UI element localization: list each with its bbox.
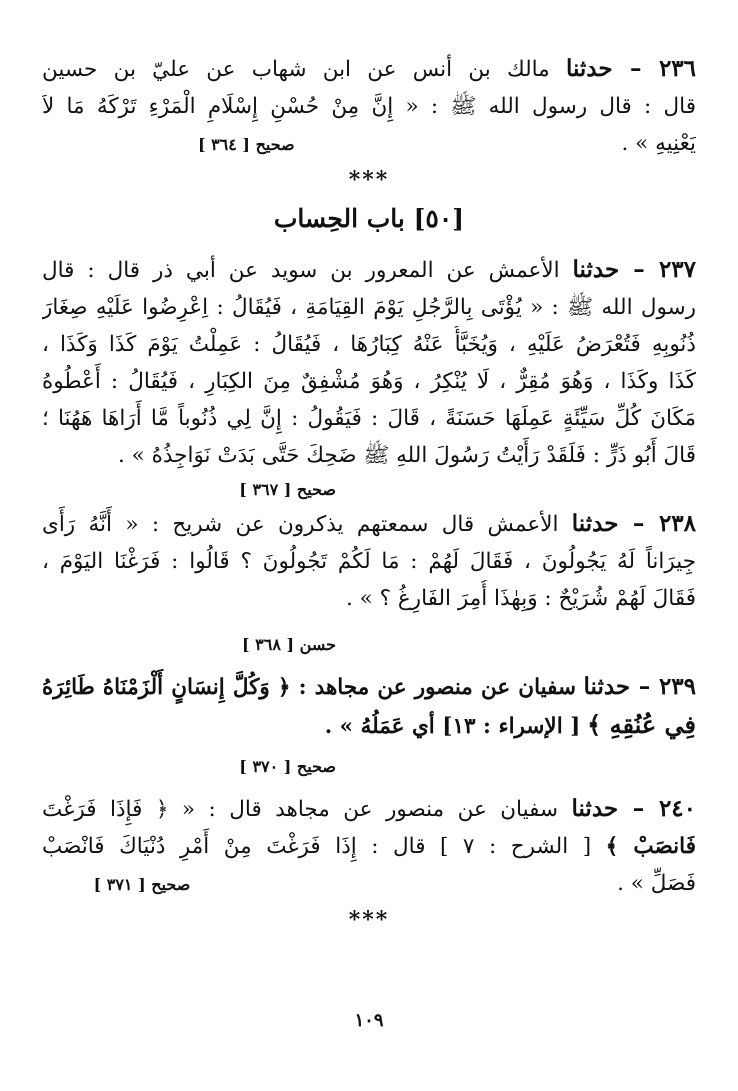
hadith-number: ٢٣٧ – حدثنا bbox=[572, 256, 696, 283]
hadith-line: رسول الله ﷺ : « يُؤْتَى بِالرَّجُلِ يَوْمَ القِيَامَةِ ، فَيُقَالُ : اِعْرِضُوا عَلَيْهِ صِغَارَ bbox=[42, 295, 696, 320]
hadith-text: فَصَلِّ » . bbox=[617, 871, 696, 896]
hadith-line bbox=[42, 790, 696, 828]
quran-text: فَانصَبْ ﴾ bbox=[605, 834, 696, 859]
hadith-239 bbox=[42, 668, 696, 776]
hadith-number: ٢٣٩ – حدثنا bbox=[583, 673, 696, 700]
hadith-236 bbox=[42, 50, 696, 163]
grade-label: صحيح [ ٣٧٠ ] bbox=[239, 757, 336, 776]
hadith-238 bbox=[42, 505, 696, 654]
chapter-heading: [٥٠] باب الحِساب bbox=[273, 204, 465, 233]
grade-label: صحيح [ ٣٦٤ ] bbox=[197, 135, 295, 154]
section-separator: *** bbox=[348, 907, 390, 933]
quran-text: فِي عُنُقِهِ ﴾ bbox=[587, 710, 696, 739]
hadith-line bbox=[42, 50, 696, 88]
hadith-number: ٢٤٠ – حدثنا bbox=[571, 795, 696, 822]
hadith-text: يَعْنِيهِ » . bbox=[621, 131, 696, 156]
hadith-line: ذُنُوبِهِ فَتُعْرَضُ عَلَيْهِ ، وَيُخَبَّأُ عَنْهُ كِبَارُهَا ، فَيُقَالُ : عَمِلْتُ يَوْمَ كَذَا وَكَذَا ، bbox=[42, 332, 696, 357]
hadith-text: سفيان عن منصور عن مجاهد : ﴿ وَكُلَّ إِنسَانٍ أَلْزَمْنَاهُ طَائِرَهُ bbox=[42, 675, 577, 700]
hadith-number: ٢٣٨ – حدثنا bbox=[571, 510, 696, 537]
hadith-line bbox=[42, 706, 696, 745]
grade-label: صحيح [ ٣٦٧ ] bbox=[239, 480, 336, 499]
hadith-line: كَذَا وكَذَا ، وَهُوَ مُقِرٌّ ، لَا يُنْكِرُ ، وَهُوَ مُشْفِقٌ مِنَ الكِبَارِ ، فَيُقَالُ : أَعْطُوهُ bbox=[42, 369, 696, 394]
grade-label: صحيح [ ٣٧١ ] bbox=[93, 875, 191, 894]
hadith-line: جِيرَاناً لَهُ يَجُولُونَ ، فَقَالَ لَهُمْ : مَا لَكُمْ تَجُولُونَ ؟ قَالُوا : فَرَغْنَا اليَوْمَ ، bbox=[42, 549, 696, 574]
hadith-240 bbox=[42, 790, 696, 903]
hadith-text: الأعمش عن المعرور بن سويد عن أبي ذر قال : قال bbox=[42, 258, 560, 283]
hadith-text: [ الإسراء : ١٣] أي عَمَلُهُ » . bbox=[324, 714, 581, 739]
hadith-237 bbox=[42, 251, 696, 499]
grade-label: حسن [ ٣٦٨ ] bbox=[242, 635, 336, 654]
page-number: ١٠٩ bbox=[354, 1010, 384, 1031]
hadith-line bbox=[42, 251, 696, 289]
hadith-line bbox=[42, 865, 696, 903]
section-separator: *** bbox=[348, 167, 390, 193]
hadith-line bbox=[42, 125, 696, 163]
hadith-number: ٢٣٦ – حدثنا bbox=[565, 55, 696, 82]
hadith-line bbox=[42, 668, 696, 706]
hadith-text: مالك بن أنس عن ابن شهاب عن عليّ بن حسين bbox=[42, 57, 550, 82]
hadith-text: سفيان عن منصور عن مجاهد قال : « ﴿ فَإِذَا فَرَغْتَ bbox=[42, 797, 558, 822]
hadith-line bbox=[42, 505, 696, 543]
hadith-line: فَقَالَ لَهُمْ شُرَيْحٌ : وَبِهٰذَا أُمِرَ الفَارِغُ ؟ » . bbox=[345, 586, 696, 611]
hadith-text: [ الشرح : ٧ ] قال : إِذَا فَرَغْتَ مِنْ أَمْرِ دُنْيَاكَ فَانْصَبْ bbox=[42, 834, 592, 859]
hadith-line: مَكَانَ كُلِّ سَيِّئَةٍ عَمِلَهَا حَسَنَةً ، قَالَ : فَيَقُولُ : إِنَّ لِي ذُنُوباً مَّا أَرَاهَا هَهُنَا ؛ bbox=[42, 406, 696, 431]
hadith-line: قال : قال رسول الله ﷺ : « إِنَّ مِنْ حُسْنِ إِسْلَامِ الْمَرْءِ تَرْكَهُ مَا لاَ bbox=[42, 94, 696, 119]
hadith-line: قَالَ أَبُو ذَرٍّ : فَلَقَدْ رَأَيْتُ رَسُولَ اللهِ ﷺ ضَحِكَ حَتَّى بَدَتْ نَوَاجِذُهُ » . bbox=[117, 443, 696, 468]
hadith-text: الأعمش قال سمعتهم يذكرون عن شريح : « أَنَّهُ رَأَى bbox=[42, 512, 559, 537]
hadith-line bbox=[42, 828, 696, 865]
